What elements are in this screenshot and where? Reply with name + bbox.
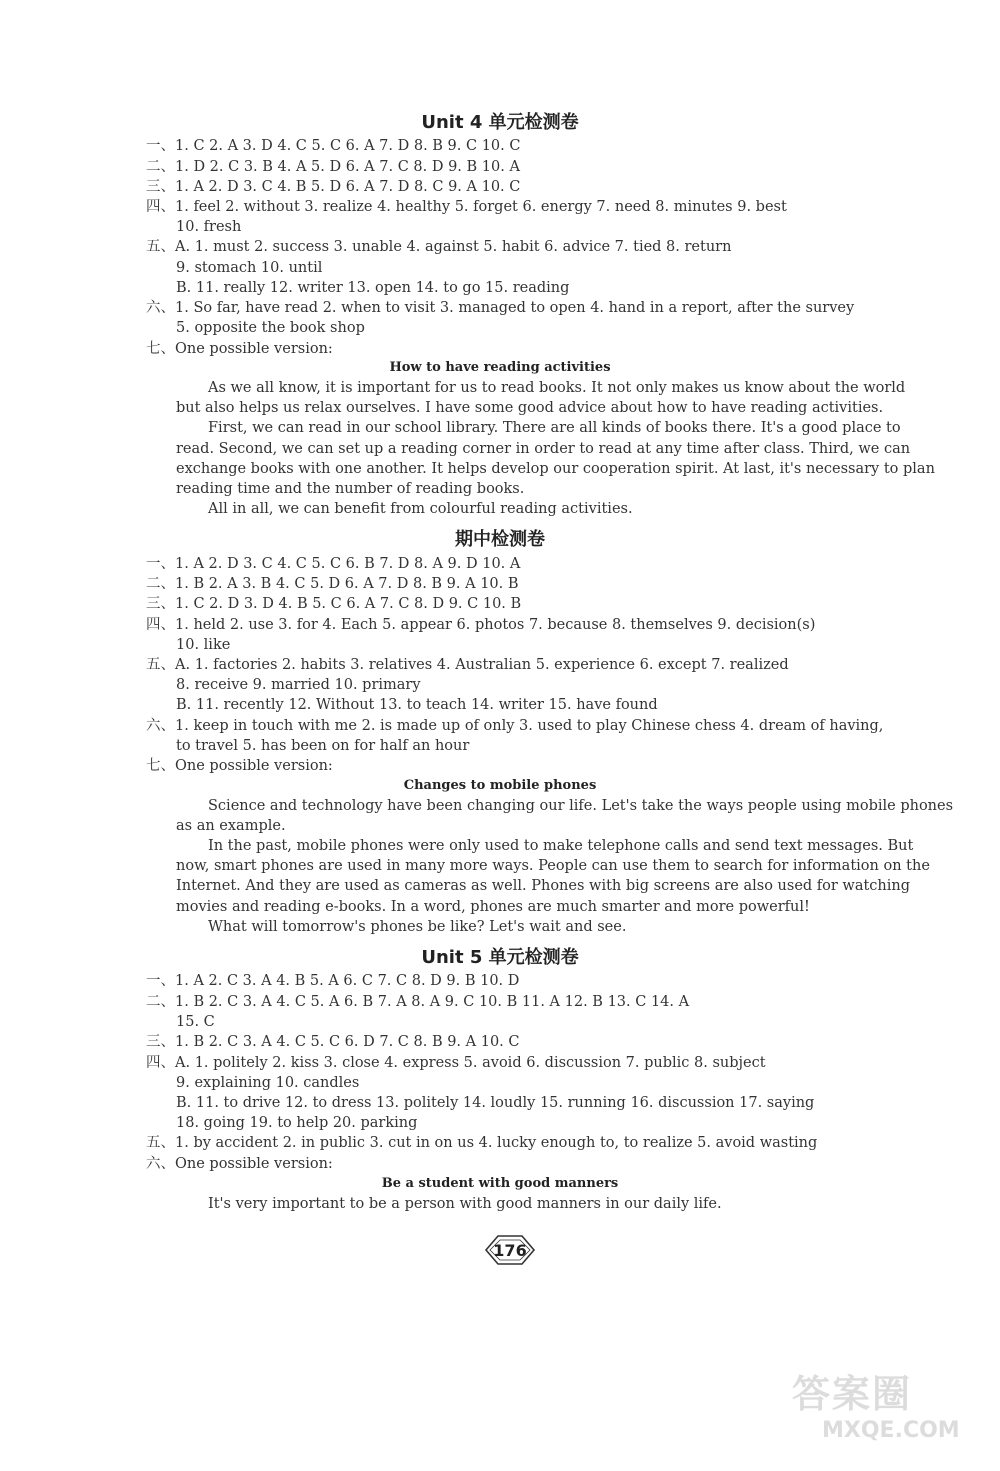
essay-line: as an example. — [176, 818, 286, 834]
answer-line: 三、1. A 2. D 3. C 4. B 5. D 6. A 7. D 8. C 9. A 10. C — [146, 179, 521, 195]
answer-line: 一、1. A 2. C 3. A 4. B 5. A 6. C 7. C 8. D 9. B 10. D — [146, 973, 520, 989]
essay-title: Be a student with good manners — [381, 1176, 619, 1191]
essay-line: As we all know, it is important for us to read books. It not only makes us know about the world — [208, 380, 906, 396]
answer-line: B. 11. to drive 12. to dress 13. politely 14. loudly 15. running 16. discussion 17. saying — [176, 1095, 815, 1111]
answer-line: B. 11. recently 12. Without 13. to teach 14. writer 15. have found — [176, 697, 658, 713]
answer-line: 18. going 19. to help 20. parking — [176, 1115, 418, 1131]
section-title-unit4: Unit 4 单元检测卷 — [421, 112, 579, 133]
answer-line: 五、1. by accident 2. in public 3. cut in on us 4. lucky enough to, to realize 5. avoid wasting — [146, 1135, 818, 1151]
answer-line: 四、1. feel 2. without 3. realize 4. healthy 5. forget 6. energy 7. need 8. minutes 9. best — [146, 199, 787, 215]
answer-line: 9. explaining 10. candles — [176, 1075, 360, 1091]
essay-line: What will tomorrow's phones be like? Let's wait and see. — [208, 919, 627, 935]
watermark-logo — [792, 1363, 982, 1453]
essay-line: In the past, mobile phones were only used to make telephone calls and send text messages. But — [208, 838, 914, 854]
essay-line: reading time and the number of reading books. — [176, 481, 525, 497]
page-number-frame-icon — [480, 1232, 540, 1268]
answer-line: 三、1. C 2. D 3. D 4. B 5. C 6. A 7. C 8. D 9. C 10. B — [146, 596, 522, 612]
answer-line: 二、1. B 2. C 3. A 4. C 5. A 6. B 7. A 8. A 9. C 10. B 11. A 12. B 13. C 14. A — [146, 994, 690, 1010]
answer-line: 二、1. B 2. A 3. B 4. C 5. D 6. A 7. D 8. B 9. A 10. B — [146, 576, 519, 592]
answer-line: 一、1. A 2. D 3. C 4. C 5. C 6. B 7. D 8. A 9. D 10. A — [146, 556, 521, 572]
page-number: 176 — [493, 1241, 527, 1260]
answer-line: 一、1. C 2. A 3. D 4. C 5. C 6. A 7. D 8. B 9. C 10. C — [146, 138, 521, 154]
essay-line: exchange books with one another. It helps develop our cooperation spirit. At last, it's necessary to plan — [176, 461, 935, 477]
essay-title: How to have reading activities — [389, 360, 611, 375]
watermark-cn: 答案圈 — [792, 1372, 913, 1416]
section-title-midterm: 期中检测卷 — [455, 529, 545, 550]
answer-line: 9. stomach 10. until — [176, 260, 323, 276]
answer-line: 六、One possible version: — [146, 1156, 333, 1172]
answer-line: 15. C — [176, 1014, 215, 1030]
section-title-unit5: Unit 5 单元检测卷 — [421, 947, 579, 968]
essay-line: Science and technology have been changing our life. Let's take the ways people using mobile phones — [208, 798, 954, 814]
answer-line: 三、1. B 2. C 3. A 4. C 5. C 6. D 7. C 8. B 9. A 10. C — [146, 1034, 520, 1050]
answer-line: 六、1. So far, have read 2. when to visit 3. managed to open 4. hand in a report, after the survey — [146, 300, 855, 316]
page-number-badge — [480, 1232, 540, 1268]
answer-line: 五、A. 1. must 2. success 3. unable 4. against 5. habit 6. advice 7. tied 8. return — [146, 239, 732, 255]
answer-line: B. 11. really 12. writer 13. open 14. to go 15. reading — [176, 280, 570, 296]
essay-line: now, smart phones are used in many more ways. People can use them to search for information on the — [176, 858, 930, 874]
essay-title: Changes to mobile phones — [403, 778, 597, 793]
answer-line: 七、One possible version: — [146, 758, 333, 774]
watermark-en: MXQE.COM — [822, 1418, 960, 1443]
answer-line: 四、A. 1. politely 2. kiss 3. close 4. express 5. avoid 6. discussion 7. public 8. subject — [146, 1055, 766, 1071]
answer-line: to travel 5. has been on for half an hour — [176, 738, 470, 754]
answer-line: 六、1. keep in touch with me 2. is made up of only 3. used to play Chinese chess 4. dream of having, — [146, 718, 884, 734]
answer-line: 七、One possible version: — [146, 341, 333, 357]
essay-line: movies and reading e-books. In a word, phones are much smarter and more powerful! — [176, 899, 810, 915]
answer-line: 5. opposite the book shop — [176, 320, 365, 336]
essay-line: read. Second, we can set up a reading corner in order to read at any time after class. Third, we can — [176, 441, 911, 457]
essay-line: All in all, we can benefit from colourful reading activities. — [208, 501, 633, 517]
essay-line: Internet. And they are used as cameras as well. Phones with big screens are also used for watching — [176, 878, 911, 894]
essay-line: It's very important to be a person with good manners in our daily life. — [208, 1196, 722, 1212]
answer-line: 五、A. 1. factories 2. habits 3. relatives 4. Australian 5. experience 6. except 7. realized — [146, 657, 789, 673]
answer-line: 8. receive 9. married 10. primary — [176, 677, 421, 693]
answer-line: 10. like — [176, 637, 231, 653]
answer-line: 二、1. D 2. C 3. B 4. A 5. D 6. A 7. C 8. D 9. B 10. A — [146, 159, 520, 175]
essay-line: First, we can read in our school library. There are all kinds of books there. It's a good place to — [208, 420, 901, 436]
answer-line: 10. fresh — [176, 219, 242, 235]
answer-line: 四、1. held 2. use 3. for 4. Each 5. appear 6. photos 7. because 8. themselves 9. decision(s) — [146, 617, 816, 633]
essay-line: but also helps us relax ourselves. I have some good advice about how to have reading activities. — [176, 400, 884, 416]
